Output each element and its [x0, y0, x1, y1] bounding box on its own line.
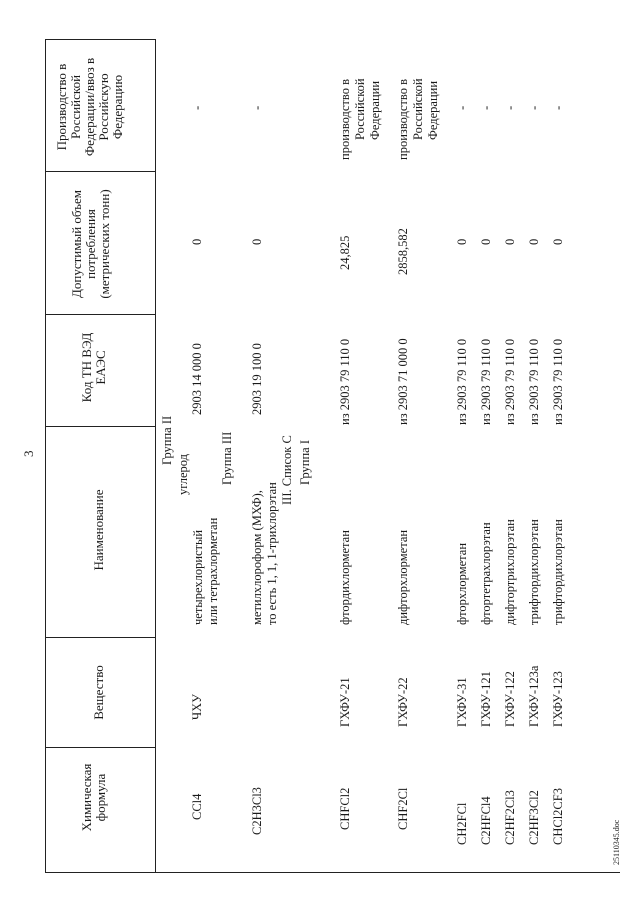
cell-production: -	[503, 105, 517, 110]
cell-production: производство в	[396, 79, 410, 160]
cell-code: из 2903 79 110 0	[338, 338, 352, 425]
cell-production: Федерации	[368, 80, 382, 140]
cell-volume: 0	[551, 238, 565, 245]
table-left-border	[45, 872, 620, 873]
header-substance: Вещество	[91, 665, 106, 720]
header-code: Код ТН ВЭД ЕАЭС	[79, 332, 108, 403]
cell-production: -	[527, 105, 541, 110]
cell-name: углерод	[176, 453, 190, 495]
cell-code: 2903 14 000 0	[190, 343, 204, 415]
section-group-2: Группа II	[160, 415, 174, 465]
cell-name: четырехлористый	[191, 529, 205, 625]
cell-code: из 2903 79 110 0	[527, 338, 541, 425]
page-number: 3	[21, 450, 36, 457]
column-divider-1	[45, 747, 155, 748]
cell-substance: ГХФУ-22	[396, 677, 410, 727]
header-production: Производство в Российской Федерации/ввоз в Российскую Федерацию	[54, 57, 125, 157]
cell-code: из 2903 79 110 0	[455, 338, 469, 425]
cell-substance: ГХФУ-21	[338, 677, 352, 727]
cell-name: трифтордихлорэтан	[551, 519, 565, 625]
cell-substance: ГХФУ-123а	[527, 665, 541, 727]
cell-formula: CHCl2CF3	[551, 788, 565, 845]
cell-production: Российской	[411, 78, 425, 140]
cell-production: -	[551, 105, 565, 110]
cell-code: из 2903 79 110 0	[551, 338, 565, 425]
cell-formula: C2H3Cl3	[250, 787, 264, 835]
cell-volume: 0	[527, 238, 541, 245]
cell-code: из 2903 79 110 0	[479, 338, 493, 425]
cell-volume: 0	[479, 238, 493, 245]
cell-formula: C2HFCl4	[479, 796, 493, 845]
cell-name: дифтортрихлорэтан	[503, 519, 517, 625]
cell-name: то есть 1, 1, 1-трихлорэтан	[265, 482, 279, 625]
column-divider-3	[45, 426, 155, 427]
cell-volume: 2858,582	[396, 228, 410, 275]
cell-name: фтордихлорметан	[338, 530, 352, 625]
column-divider-5	[45, 171, 155, 172]
header-name: Наименование	[91, 489, 106, 571]
cell-production: Федерации	[426, 80, 440, 140]
cell-formula: C2HF3Cl2	[527, 790, 541, 845]
cell-code: из 2903 79 110 0	[503, 338, 517, 425]
cell-code: из 2903 71 000 0	[396, 338, 410, 425]
cell-substance: ГХФУ-31	[455, 677, 469, 727]
cell-formula: CCl4	[190, 793, 204, 820]
cell-substance: ГХФУ-121	[479, 671, 493, 727]
column-divider-4	[45, 314, 155, 315]
cell-formula: CHF2Cl	[396, 787, 410, 830]
cell-production: Российской	[353, 78, 367, 140]
cell-substance: ГХФУ-123	[551, 671, 565, 727]
cell-volume: 24,825	[338, 235, 352, 270]
cell-name: или тетрахлорметан	[206, 517, 220, 625]
header-formula: Химическая формула	[79, 763, 108, 832]
header-volume: Допустимый объем потребления (метрических тонн)	[69, 189, 112, 299]
table-header-bottom-border	[155, 39, 156, 873]
footer-filename: 25110345.doc	[612, 819, 621, 865]
column-divider-2	[45, 637, 155, 638]
section-group-3: Группа III	[220, 431, 234, 485]
cell-formula: C2HF2Cl3	[503, 790, 517, 845]
cell-name: метилхлороформ (МХФ),	[250, 490, 264, 625]
cell-production: -	[250, 105, 264, 110]
cell-production: -	[479, 105, 493, 110]
cell-name: фторхлорметан	[455, 542, 469, 625]
cell-production: производство в	[338, 79, 352, 160]
cell-production: -	[455, 105, 469, 110]
cell-substance: ЧХУ	[190, 693, 204, 720]
cell-name: трифтордихлорэтан	[527, 519, 541, 625]
cell-formula: CH2FCl	[455, 802, 469, 845]
cell-volume: 0	[455, 238, 469, 245]
cell-formula: CHFCl2	[338, 787, 352, 830]
cell-volume: 0	[250, 238, 264, 245]
table-right-border	[45, 39, 155, 40]
cell-name: фтортетрахлорэтан	[479, 522, 493, 625]
cell-substance: ГХФУ-122	[503, 671, 517, 727]
cell-code: 2903 19 100 0	[250, 343, 264, 415]
section-list-c: III. Список С	[280, 435, 294, 505]
cell-name: дифторхлорметан	[396, 529, 410, 625]
cell-volume: 0	[503, 238, 517, 245]
cell-volume: 0	[190, 238, 204, 245]
cell-production: -	[190, 105, 204, 110]
section-group-1: Группа I	[298, 440, 312, 485]
